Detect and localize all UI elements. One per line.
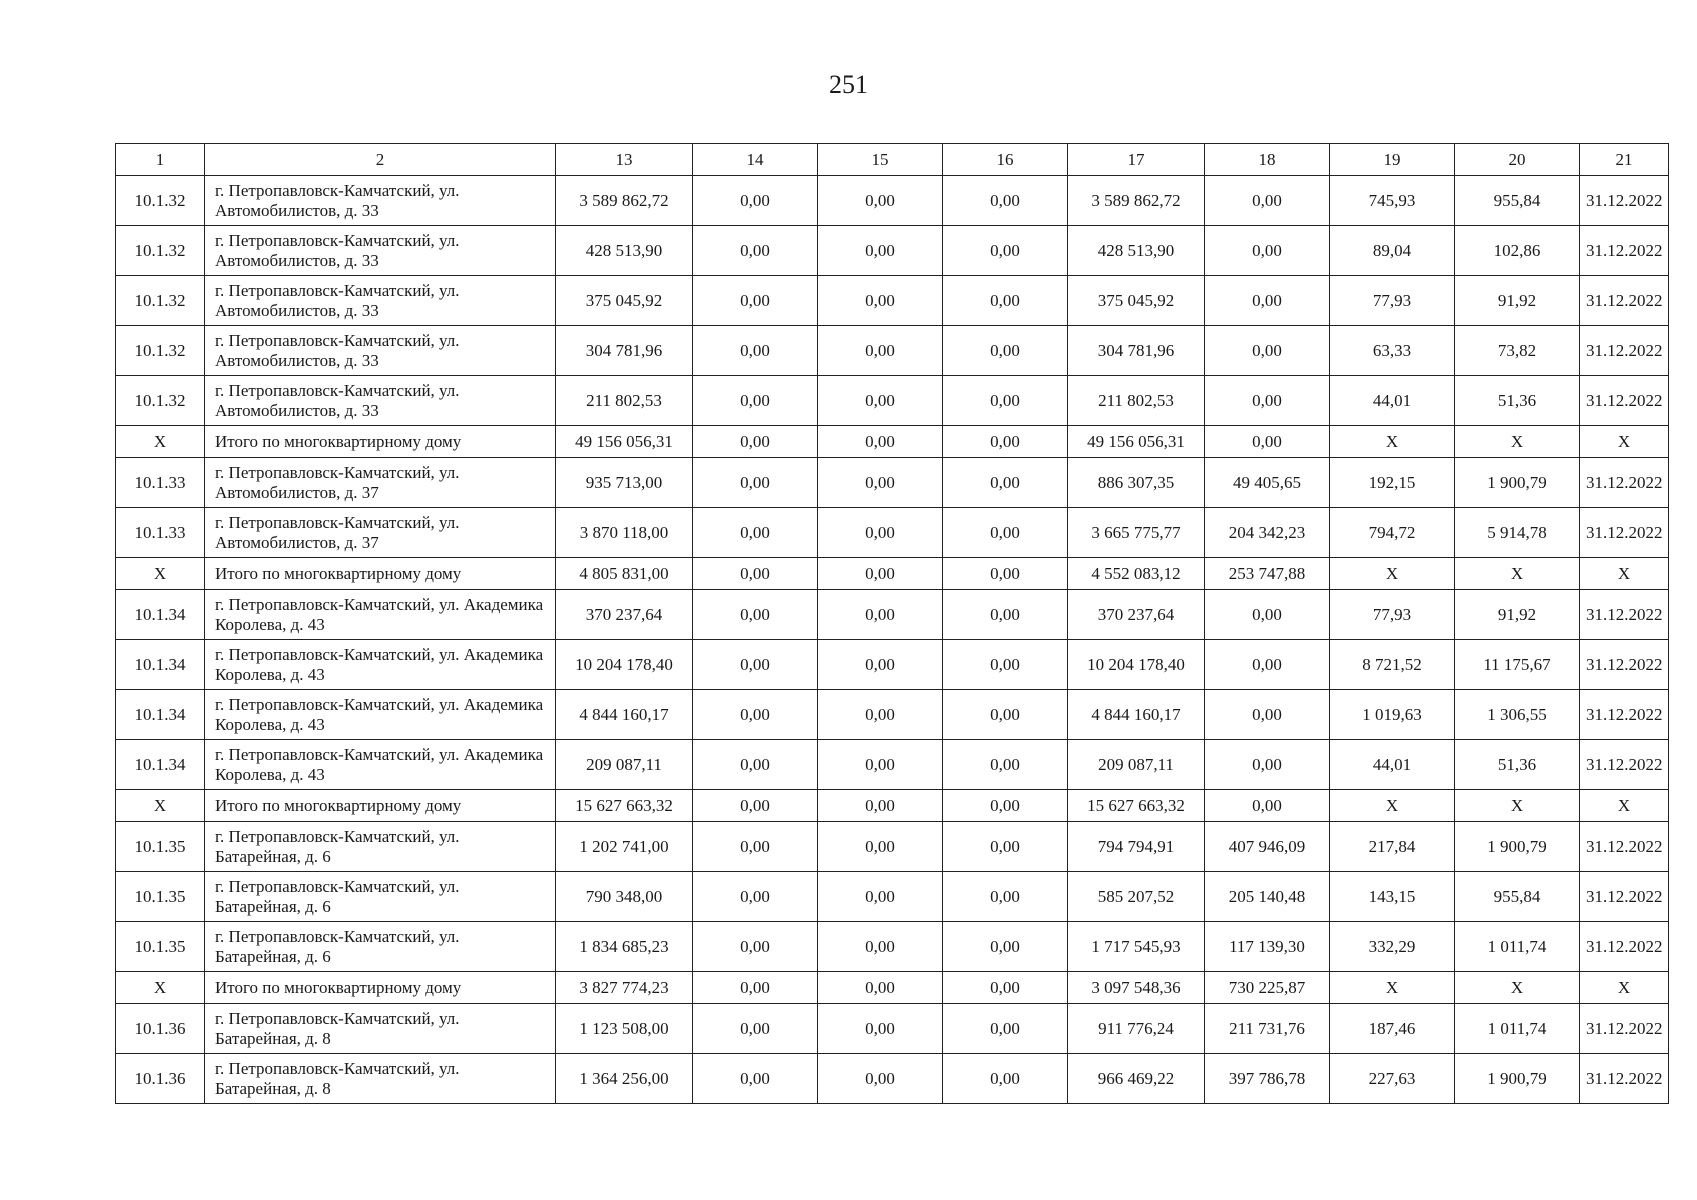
table-cell: 0,00 xyxy=(818,640,943,690)
table-cell: 8 721,52 xyxy=(1330,640,1455,690)
table-cell: 10.1.33 xyxy=(116,508,205,558)
table-cell: 10.1.34 xyxy=(116,590,205,640)
table-cell: 31.12.2022 xyxy=(1580,640,1669,690)
table-cell: 0,00 xyxy=(818,458,943,508)
table-cell: 0,00 xyxy=(943,790,1068,822)
table-cell: 1 900,79 xyxy=(1455,458,1580,508)
table-cell: 31.12.2022 xyxy=(1580,326,1669,376)
table-cell: 0,00 xyxy=(943,590,1068,640)
table-row xyxy=(116,226,1669,276)
table-cell: 0,00 xyxy=(693,508,818,558)
table-row xyxy=(116,326,1669,376)
table-cell: X xyxy=(1580,972,1669,1004)
table-cell: 31.12.2022 xyxy=(1580,226,1669,276)
table-cell: 4 805 831,00 xyxy=(556,558,693,590)
address-cell: г. Петропавловск-Камчатский, ул. Батарейная, д. 6 xyxy=(205,872,556,922)
address-cell: г. Петропавловск-Камчатский, ул. Автомобилистов, д. 33 xyxy=(205,176,556,226)
table-cell: 0,00 xyxy=(693,740,818,790)
table-cell: 192,15 xyxy=(1330,458,1455,508)
table-cell: 0,00 xyxy=(1205,690,1330,740)
table-cell: 10.1.35 xyxy=(116,922,205,972)
table-cell: 0,00 xyxy=(1205,426,1330,458)
table-cell: 0,00 xyxy=(943,326,1068,376)
table-cell: 51,36 xyxy=(1455,376,1580,426)
table-cell: 31.12.2022 xyxy=(1580,508,1669,558)
table-cell: 0,00 xyxy=(943,690,1068,740)
address-cell: г. Петропавловск-Камчатский, ул. Батарейная, д. 8 xyxy=(205,1004,556,1054)
table-cell: 794 794,91 xyxy=(1068,822,1205,872)
table-cell: 0,00 xyxy=(818,822,943,872)
table-cell: 0,00 xyxy=(693,1054,818,1104)
table-cell: 31.12.2022 xyxy=(1580,740,1669,790)
table-cell: 31.12.2022 xyxy=(1580,872,1669,922)
address-cell: г. Петропавловск-Камчатский, ул. Батарейная, д. 6 xyxy=(205,922,556,972)
table-cell: 0,00 xyxy=(693,972,818,1004)
table-cell: X xyxy=(116,426,205,458)
table-cell: X xyxy=(116,558,205,590)
table-cell: 428 513,90 xyxy=(556,226,693,276)
table-cell: 0,00 xyxy=(693,922,818,972)
table-cell: 73,82 xyxy=(1455,326,1580,376)
table-cell: 1 364 256,00 xyxy=(556,1054,693,1104)
table-cell: 0,00 xyxy=(818,590,943,640)
column-header: 21 xyxy=(1580,144,1669,176)
column-header: 16 xyxy=(943,144,1068,176)
table-row xyxy=(116,458,1669,508)
table-cell: 10.1.32 xyxy=(116,376,205,426)
table-cell: 407 946,09 xyxy=(1205,822,1330,872)
table-cell: 0,00 xyxy=(1205,376,1330,426)
table-cell: 10.1.36 xyxy=(116,1004,205,1054)
table-cell: 44,01 xyxy=(1330,740,1455,790)
table-cell: 0,00 xyxy=(693,822,818,872)
table-cell: 15 627 663,32 xyxy=(1068,790,1205,822)
address-cell: г. Петропавловск-Камчатский, ул. Батарейная, д. 6 xyxy=(205,822,556,872)
table-cell: 10.1.34 xyxy=(116,690,205,740)
table-row xyxy=(116,740,1669,790)
table-cell: 966 469,22 xyxy=(1068,1054,1205,1104)
table-cell: 253 747,88 xyxy=(1205,558,1330,590)
table-row xyxy=(116,872,1669,922)
column-header: 17 xyxy=(1068,144,1205,176)
table-row xyxy=(116,690,1669,740)
table-cell: 0,00 xyxy=(693,872,818,922)
page-number: 251 xyxy=(829,70,868,99)
table-cell: 886 307,35 xyxy=(1068,458,1205,508)
table-cell: 15 627 663,32 xyxy=(556,790,693,822)
table-cell: 31.12.2022 xyxy=(1580,822,1669,872)
table-cell: 91,92 xyxy=(1455,590,1580,640)
table-cell: 143,15 xyxy=(1330,872,1455,922)
address-cell: г. Петропавловск-Камчатский, ул. Автомобилистов, д. 33 xyxy=(205,276,556,326)
table-cell: 209 087,11 xyxy=(556,740,693,790)
table-cell: 955,84 xyxy=(1455,176,1580,226)
table-cell: 205 140,48 xyxy=(1205,872,1330,922)
table-row-total xyxy=(116,790,1669,822)
table-cell: X xyxy=(1330,558,1455,590)
table-cell: 0,00 xyxy=(943,176,1068,226)
table-cell: 0,00 xyxy=(943,872,1068,922)
table-cell: 0,00 xyxy=(693,176,818,226)
table-cell: 0,00 xyxy=(818,376,943,426)
table-cell: 0,00 xyxy=(818,872,943,922)
address-cell: г. Петропавловск-Камчатский, ул. Автомобилистов, д. 37 xyxy=(205,508,556,558)
table-cell: 0,00 xyxy=(943,558,1068,590)
table-cell: X xyxy=(1455,558,1580,590)
table-cell: 1 202 741,00 xyxy=(556,822,693,872)
table-cell: 227,63 xyxy=(1330,1054,1455,1104)
address-cell: г. Петропавловск-Камчатский, ул. Батарейная, д. 8 xyxy=(205,1054,556,1104)
table-cell: 211 802,53 xyxy=(556,376,693,426)
column-header: 19 xyxy=(1330,144,1455,176)
table-cell: 0,00 xyxy=(1205,640,1330,690)
table-cell: 49 405,65 xyxy=(1205,458,1330,508)
table-cell: 3 870 118,00 xyxy=(556,508,693,558)
table-cell: 204 342,23 xyxy=(1205,508,1330,558)
table-cell: 375 045,92 xyxy=(1068,276,1205,326)
table-cell: 935 713,00 xyxy=(556,458,693,508)
table-cell: 0,00 xyxy=(693,790,818,822)
address-cell: Итого по многоквартирному дому xyxy=(205,558,556,590)
address-cell: г. Петропавловск-Камчатский, ул. Академика Королева, д. 43 xyxy=(205,690,556,740)
table-cell: 0,00 xyxy=(693,458,818,508)
table-cell: 1 011,74 xyxy=(1455,1004,1580,1054)
table-cell: 10.1.32 xyxy=(116,226,205,276)
table-cell: 11 175,67 xyxy=(1455,640,1580,690)
table-cell: 1 123 508,00 xyxy=(556,1004,693,1054)
table-cell: X xyxy=(1455,790,1580,822)
address-cell: г. Петропавловск-Камчатский, ул. Автомобилистов, д. 33 xyxy=(205,376,556,426)
table-cell: 0,00 xyxy=(693,590,818,640)
table-cell: 0,00 xyxy=(818,508,943,558)
table-cell: 77,93 xyxy=(1330,276,1455,326)
table-cell: 44,01 xyxy=(1330,376,1455,426)
table-cell: 0,00 xyxy=(818,176,943,226)
table-cell: 585 207,52 xyxy=(1068,872,1205,922)
table-cell: 0,00 xyxy=(693,226,818,276)
table-row xyxy=(116,176,1669,226)
table-cell: 0,00 xyxy=(943,276,1068,326)
table-cell: 211 802,53 xyxy=(1068,376,1205,426)
table-cell: 794,72 xyxy=(1330,508,1455,558)
table-cell: 0,00 xyxy=(943,972,1068,1004)
table-row xyxy=(116,640,1669,690)
table-cell: 31.12.2022 xyxy=(1580,690,1669,740)
address-cell: г. Петропавловск-Камчатский, ул. Автомобилистов, д. 33 xyxy=(205,326,556,376)
table-cell: 3 665 775,77 xyxy=(1068,508,1205,558)
table-cell: 89,04 xyxy=(1330,226,1455,276)
table-cell: 370 237,64 xyxy=(1068,590,1205,640)
table-cell: 10.1.32 xyxy=(116,276,205,326)
table-cell: 4 844 160,17 xyxy=(1068,690,1205,740)
table-cell: 31.12.2022 xyxy=(1580,276,1669,326)
table-cell: 63,33 xyxy=(1330,326,1455,376)
table-cell: 0,00 xyxy=(818,426,943,458)
table-cell: 0,00 xyxy=(943,226,1068,276)
table-cell: 31.12.2022 xyxy=(1580,590,1669,640)
table-cell: 0,00 xyxy=(693,326,818,376)
table-cell: 102,86 xyxy=(1455,226,1580,276)
table-cell: 397 786,78 xyxy=(1205,1054,1330,1104)
table-cell: 1 900,79 xyxy=(1455,822,1580,872)
table-cell: 10.1.34 xyxy=(116,740,205,790)
table-cell: 1 019,63 xyxy=(1330,690,1455,740)
table-cell: 0,00 xyxy=(1205,226,1330,276)
table-cell: 370 237,64 xyxy=(556,590,693,640)
table-cell: 0,00 xyxy=(818,740,943,790)
table-row-total xyxy=(116,972,1669,1004)
address-cell: Итого по многоквартирному дому xyxy=(205,426,556,458)
address-cell: г. Петропавловск-Камчатский, ул. Академика Королева, д. 43 xyxy=(205,640,556,690)
table-cell: 31.12.2022 xyxy=(1580,922,1669,972)
table-cell: 0,00 xyxy=(943,922,1068,972)
table-cell: 0,00 xyxy=(1205,176,1330,226)
table-cell: 31.12.2022 xyxy=(1580,458,1669,508)
column-header: 18 xyxy=(1205,144,1330,176)
table-cell: 1 011,74 xyxy=(1455,922,1580,972)
table-cell: 5 914,78 xyxy=(1455,508,1580,558)
table-cell: 31.12.2022 xyxy=(1580,176,1669,226)
table-cell: 1 900,79 xyxy=(1455,1054,1580,1104)
address-cell: г. Петропавловск-Камчатский, ул. Автомобилистов, д. 37 xyxy=(205,458,556,508)
table-cell: 31.12.2022 xyxy=(1580,376,1669,426)
table-cell: 3 097 548,36 xyxy=(1068,972,1205,1004)
table-cell: 10.1.34 xyxy=(116,640,205,690)
data-table xyxy=(115,143,1669,1104)
table-cell: 10.1.36 xyxy=(116,1054,205,1104)
table-cell: 0,00 xyxy=(693,690,818,740)
table-cell: 1 306,55 xyxy=(1455,690,1580,740)
table-cell: 0,00 xyxy=(693,376,818,426)
table-cell: 0,00 xyxy=(1205,276,1330,326)
table-cell: 0,00 xyxy=(1205,740,1330,790)
table-cell: 0,00 xyxy=(818,276,943,326)
table-cell: 0,00 xyxy=(943,1054,1068,1104)
table-row-total xyxy=(116,426,1669,458)
table-row xyxy=(116,922,1669,972)
table-cell: 0,00 xyxy=(818,1004,943,1054)
table-cell: X xyxy=(1455,426,1580,458)
table-cell: 10.1.35 xyxy=(116,822,205,872)
address-cell: Итого по многоквартирному дому xyxy=(205,972,556,1004)
table-cell: 955,84 xyxy=(1455,872,1580,922)
table-cell: 0,00 xyxy=(818,972,943,1004)
table-cell: 0,00 xyxy=(943,822,1068,872)
table-cell: 49 156 056,31 xyxy=(556,426,693,458)
table-cell: 0,00 xyxy=(693,426,818,458)
table-cell: 187,46 xyxy=(1330,1004,1455,1054)
table-cell: 3 827 774,23 xyxy=(556,972,693,1004)
table-cell: 10.1.32 xyxy=(116,326,205,376)
table-cell: 4 844 160,17 xyxy=(556,690,693,740)
table-cell: 428 513,90 xyxy=(1068,226,1205,276)
table-row xyxy=(116,376,1669,426)
table-cell: X xyxy=(1580,426,1669,458)
table-cell: 31.12.2022 xyxy=(1580,1054,1669,1104)
table-body xyxy=(116,176,1669,1104)
table-row xyxy=(116,590,1669,640)
table-cell: 0,00 xyxy=(1205,326,1330,376)
table-cell: 51,36 xyxy=(1455,740,1580,790)
table-cell: 0,00 xyxy=(818,922,943,972)
table-cell: 0,00 xyxy=(818,790,943,822)
table-cell: 0,00 xyxy=(1205,590,1330,640)
table-cell: 49 156 056,31 xyxy=(1068,426,1205,458)
table-cell: 0,00 xyxy=(943,740,1068,790)
table-cell: 0,00 xyxy=(693,276,818,326)
table-cell: 0,00 xyxy=(943,1004,1068,1054)
table-cell: 10 204 178,40 xyxy=(556,640,693,690)
table-cell: 1 717 545,93 xyxy=(1068,922,1205,972)
table-cell: X xyxy=(1455,972,1580,1004)
table-cell: 117 139,30 xyxy=(1205,922,1330,972)
table-cell: 304 781,96 xyxy=(1068,326,1205,376)
table-cell: 10.1.32 xyxy=(116,176,205,226)
table-cell: 332,29 xyxy=(1330,922,1455,972)
address-cell: г. Петропавловск-Камчатский, ул. Академика Королева, д. 43 xyxy=(205,740,556,790)
table-cell: 0,00 xyxy=(1205,790,1330,822)
table-cell: 790 348,00 xyxy=(556,872,693,922)
table-cell: X xyxy=(1330,790,1455,822)
table-cell: 1 834 685,23 xyxy=(556,922,693,972)
table-cell: 0,00 xyxy=(943,426,1068,458)
column-header: 2 xyxy=(205,144,556,176)
table-cell: 0,00 xyxy=(818,558,943,590)
table-cell: 0,00 xyxy=(943,458,1068,508)
table-cell: 209 087,11 xyxy=(1068,740,1205,790)
column-header: 13 xyxy=(556,144,693,176)
column-header: 14 xyxy=(693,144,818,176)
table-cell: 0,00 xyxy=(693,640,818,690)
table-cell: 4 552 083,12 xyxy=(1068,558,1205,590)
table-cell: 77,93 xyxy=(1330,590,1455,640)
table-cell: 91,92 xyxy=(1455,276,1580,326)
table-cell: 911 776,24 xyxy=(1068,1004,1205,1054)
table-cell: 0,00 xyxy=(943,508,1068,558)
table-cell: 10.1.35 xyxy=(116,872,205,922)
table-cell: 745,93 xyxy=(1330,176,1455,226)
table-cell: 10.1.33 xyxy=(116,458,205,508)
address-cell: Итого по многоквартирному дому xyxy=(205,790,556,822)
column-header: 20 xyxy=(1455,144,1580,176)
header-row xyxy=(116,144,1669,176)
table-cell: X xyxy=(116,972,205,1004)
table-row xyxy=(116,1004,1669,1054)
table-cell: 0,00 xyxy=(943,376,1068,426)
table-cell: 10 204 178,40 xyxy=(1068,640,1205,690)
table-cell: 211 731,76 xyxy=(1205,1004,1330,1054)
table-cell: 0,00 xyxy=(943,640,1068,690)
column-header: 1 xyxy=(116,144,205,176)
table-cell: 31.12.2022 xyxy=(1580,1004,1669,1054)
table-row xyxy=(116,1054,1669,1104)
table-cell: X xyxy=(1330,426,1455,458)
table-cell: 0,00 xyxy=(818,226,943,276)
table-cell: X xyxy=(116,790,205,822)
table-row xyxy=(116,822,1669,872)
table-cell: 375 045,92 xyxy=(556,276,693,326)
table-cell: 0,00 xyxy=(818,326,943,376)
table-cell: 0,00 xyxy=(693,558,818,590)
table-cell: 3 589 862,72 xyxy=(1068,176,1205,226)
table-cell: 0,00 xyxy=(818,690,943,740)
address-cell: г. Петропавловск-Камчатский, ул. Автомобилистов, д. 33 xyxy=(205,226,556,276)
table-cell: 730 225,87 xyxy=(1205,972,1330,1004)
table-row-total xyxy=(116,558,1669,590)
table-row xyxy=(116,276,1669,326)
table-cell: 304 781,96 xyxy=(556,326,693,376)
table-cell: 217,84 xyxy=(1330,822,1455,872)
table-row xyxy=(116,508,1669,558)
address-cell: г. Петропавловск-Камчатский, ул. Академика Королева, д. 43 xyxy=(205,590,556,640)
table-cell: 0,00 xyxy=(693,1004,818,1054)
table-cell: 0,00 xyxy=(818,1054,943,1104)
table-cell: X xyxy=(1330,972,1455,1004)
table-cell: X xyxy=(1580,558,1669,590)
table-cell: 3 589 862,72 xyxy=(556,176,693,226)
column-header: 15 xyxy=(818,144,943,176)
table-cell: X xyxy=(1580,790,1669,822)
